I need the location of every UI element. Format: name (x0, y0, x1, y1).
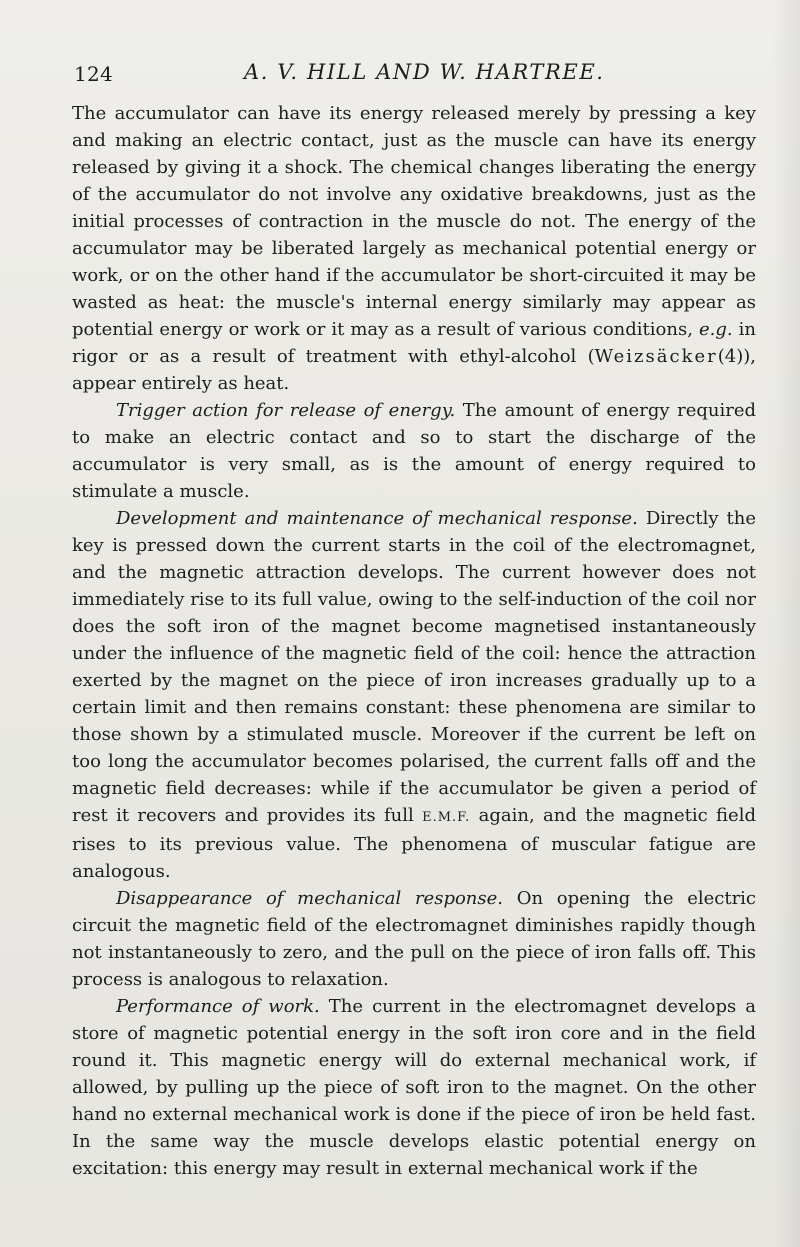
paragraph-heading: Trigger action for release of energy. (116, 400, 456, 421)
paragraph-text: The amount of energy required to make an electric contact and so to start the discharge of the accumulator is very small, as is the amount of energy required to stimulate a muscle. (72, 400, 756, 502)
paragraph-text: ), appear entirely as heat. (72, 346, 756, 394)
citation-reference: (4) (717, 346, 744, 367)
paragraph-mechanical-response (72, 505, 756, 885)
paragraph-accumulator-analogy (72, 100, 756, 397)
paragraph-heading: Disappearance of mechanical response. (116, 888, 504, 909)
paragraph-trigger-action (72, 397, 756, 505)
paragraph-heading: Development and maintenance of mechanical response. (116, 508, 638, 529)
running-head (74, 56, 754, 92)
body-text (72, 100, 756, 1182)
header-title: A. V. HILL AND W. HARTREE. (244, 60, 605, 84)
paragraph-disappearance (72, 885, 756, 993)
paragraph-text: The current in the electromagnet develops a store of magnetic potential energy in the soft iron core and in the field round it. This magnetic energy will do external mechanical work, if allowed, by pulling up the piece of soft iron to the magnet. On the other hand no external mechanical work is done if the piece of iron be held fast. In the same way the muscle develops elastic potential energy on excitation: this energy may result in external mechanical work if the (72, 996, 756, 1179)
paragraph-text: Directly the key is pressed down the current starts in the coil of the electromagnet, and the magnetic attraction develops. The current however does not immediately rise to its full value, owing to the self-induction of the coil nor does the soft iron of the magnet become magnetised instantaneously under the influence of the magnetic field of the coil: hence the attraction exerted by the magnet on the piece of iron increases gradually up to a certain limit and then remains constant: these phenomena are similar to those shown by a stimulated muscle. Moreover if the current be left on too long the accumulator becomes polarised, the current falls off and the magnetic field decreases: while if the accumulator be given a period of rest it recovers and provides its full (72, 508, 756, 826)
paragraph-performance-of-work (72, 993, 756, 1182)
paragraph-text: On opening the electric circuit the magnetic field of the electromagnet diminishes rapidly though not instantaneously to zero, and the pull on the piece of iron falls off. This process is analogous to relaxation. (72, 888, 757, 990)
paragraph-text: again, and the magnetic field rises to its previous value. The phenomena of muscular fatigue are analogous. (72, 805, 756, 882)
paragraph-text: in rigor or as a result of treatment with ethyl-alcohol ( (72, 319, 756, 367)
page-number: 124 (74, 62, 114, 86)
paragraph-heading: Performance of work. (116, 996, 320, 1017)
emphasis-eg: e.g. (698, 319, 733, 340)
paragraph-text: The accumulator can have its energy released merely by pressing a key and making an electric contact, just as the muscle can have its energy released by giving it a shock. The chemical changes liberating the energy of the accumulator do not involve any oxidative breakdowns, just as the initial processes of contraction in the muscle do not. The energy of the accumulator may be liberated largely as mechanical potential energy or work, or on the other hand if the accumulator be short-circuited it may be wasted as heat: the muscle's internal energy similarly may appear as potential energy or work or it may as a result of various conditions, (72, 103, 756, 340)
author-name: Weizsäcker (594, 346, 718, 367)
abbreviation-emf: E.M.F. (422, 810, 471, 825)
page-edge-shadow (772, 0, 800, 1247)
